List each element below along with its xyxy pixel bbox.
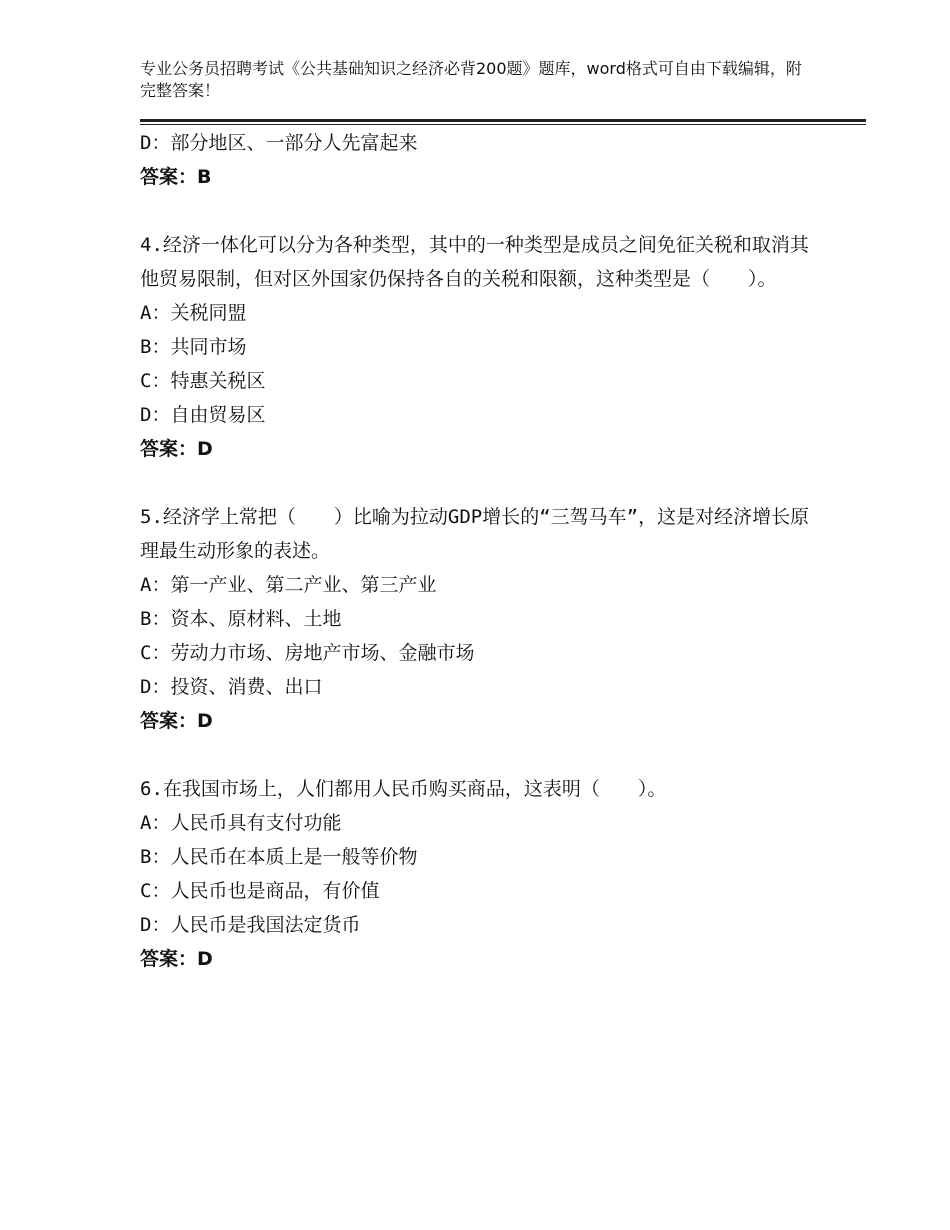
question-5-option-d: D：投资、消费、出口 xyxy=(140,676,323,698)
question-5-option-c: C：劳动力市场、房地产市场、金融市场 xyxy=(140,642,475,664)
question-6-stem: 6.在我国市场上，人们都用人民币购买商品，这表明（ ）。 xyxy=(140,778,667,800)
answer-previous: 答案：B xyxy=(140,166,212,188)
question-5-stem: 5.经济学上常把（ ）比喻为拉动GDP增长的“三驾马车”，这是对经济增长原理最生动形象的表述。 xyxy=(140,506,810,562)
question-5-option-a: A：第一产业、第二产业、第三产业 xyxy=(140,574,437,596)
spacer xyxy=(140,194,820,228)
question-6-option-c: C：人民币也是商品，有价值 xyxy=(140,880,380,902)
question-4-option-b: B：共同市场 xyxy=(140,336,247,358)
header-rule-thick xyxy=(140,119,866,122)
question-6-option-a: A：人民币具有支付功能 xyxy=(140,812,342,834)
question-4-answer: 答案：D xyxy=(140,438,213,460)
question-6-option-d: D：人民币是我国法定货币 xyxy=(140,914,361,936)
question-4-stem: 4.经济一体化可以分为各种类型，其中的一种类型是成员之间免征关税和取消其他贸易限制，但对区外国家仍保持各自的关税和限额，这种类型是（ ）。 xyxy=(140,234,809,290)
document-header: 专业公务员招聘考试《公共基础知识之经济必背200题》题库，word格式可自由下载编辑，附完整答案！ xyxy=(140,59,802,100)
question-4-option-c: C：特惠关税区 xyxy=(140,370,266,392)
question-4-option-d: D：自由贸易区 xyxy=(140,404,266,426)
question-5-option-b: B：资本、原材料、土地 xyxy=(140,608,342,630)
spacer xyxy=(140,738,820,772)
question-content xyxy=(140,126,820,976)
question-6-option-b: B：人民币在本质上是一般等价物 xyxy=(140,846,418,868)
question-6-answer: 答案：D xyxy=(140,948,213,970)
header-rule-thin xyxy=(140,124,866,125)
question-4-option-a: A：关税同盟 xyxy=(140,302,247,324)
question-5-answer: 答案：D xyxy=(140,710,213,732)
spacer xyxy=(140,466,820,500)
option-d-previous: D：部分地区、一部分人先富起来 xyxy=(140,132,418,154)
